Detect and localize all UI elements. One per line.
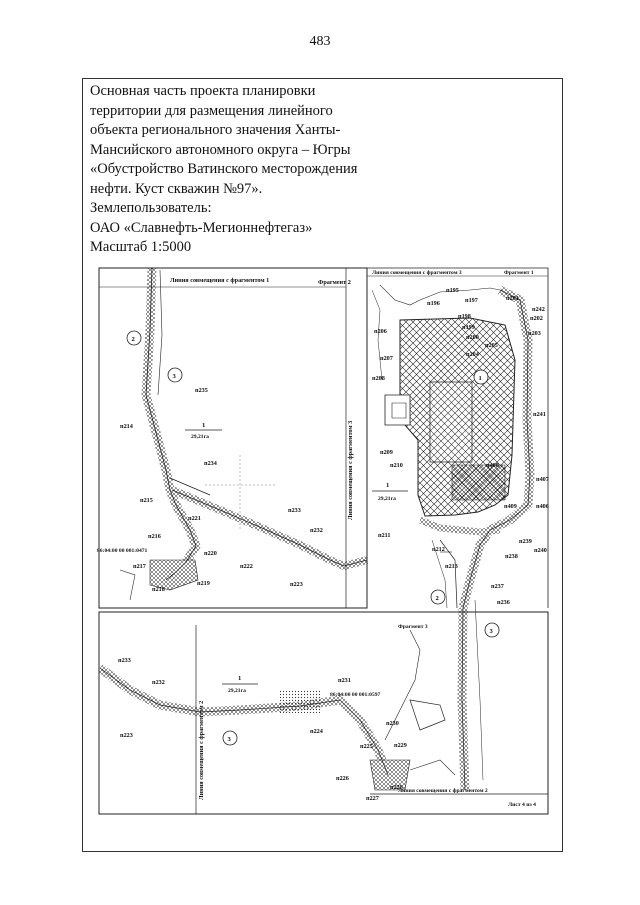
point-label: п232 xyxy=(152,679,165,686)
point-label: п233 xyxy=(118,657,131,664)
point-label: п212 xyxy=(432,546,445,553)
point-label: п225 xyxy=(360,743,373,750)
point-label: п201 xyxy=(506,295,519,302)
point-label: п408 xyxy=(486,462,499,469)
cadastral-number: 86:04:00 00 001:0471 xyxy=(97,548,148,554)
marker-number: 3 xyxy=(172,373,176,380)
point-label: п202 xyxy=(530,315,543,322)
sheet-number-label: Лист 4 из 4 xyxy=(508,802,536,808)
corridor-branch xyxy=(172,490,367,566)
point-label: п235 xyxy=(195,387,208,394)
point-label: п199 xyxy=(462,324,475,331)
point-label: п215 xyxy=(140,497,153,504)
point-label: п205 xyxy=(485,342,498,349)
alignment-label-top: Линия совмещения с фрагментом 1 xyxy=(170,277,270,284)
title-line: Основная часть проекта планировки xyxy=(90,83,316,99)
alignment-label-side: Линия совмещения с фрагментом 2 xyxy=(198,700,205,800)
point-label: п210 xyxy=(390,462,403,469)
parcel-area: 29,21га xyxy=(191,434,209,440)
title-line: «Обустройство Ватинского месторождения xyxy=(90,161,358,177)
point-label: п223 xyxy=(120,732,133,739)
point-label: п197 xyxy=(465,297,478,304)
point-label: п220 xyxy=(204,550,217,557)
point-label: п213 xyxy=(445,563,458,570)
cadastral-number: 86:04:00 00 001:0597 xyxy=(330,692,381,698)
alignment-label-side: Линия совмещения с фрагментом 3 xyxy=(347,420,354,520)
parcel-number: 1 xyxy=(202,422,206,429)
point-label: п203 xyxy=(528,330,541,337)
point-label: п219 xyxy=(197,580,210,587)
point-label: п231 xyxy=(338,677,351,684)
land-user-name: ОАО «Славнефть-Мегионнефтегаз» xyxy=(90,219,313,236)
page-number: 483 xyxy=(309,34,331,49)
title-line: нефти. Куст скважин №97». xyxy=(90,180,263,197)
point-label: п211 xyxy=(378,532,391,539)
point-label: п232 xyxy=(310,527,323,534)
parcel-number: 1 xyxy=(386,482,390,489)
point-label: п208 xyxy=(372,375,385,382)
point-label: п218 xyxy=(152,586,165,593)
point-label: п195 xyxy=(446,287,459,294)
point-label: п198 xyxy=(458,313,471,320)
point-label: п242 xyxy=(532,306,545,313)
point-label: п204 xyxy=(466,351,479,358)
alignment-label-top: Линия совмещения с фрагментом 3 xyxy=(372,270,462,276)
marker-number: 3 xyxy=(489,628,493,635)
alignment-label-bottom: Линия совмещения с фрагментом 2 xyxy=(398,788,488,794)
point-label: п237 xyxy=(491,583,504,590)
point-label: п209 xyxy=(380,449,393,456)
point-label: п226 xyxy=(336,775,349,782)
parcel-area: 29,21га xyxy=(228,688,246,694)
point-label: п233 xyxy=(288,507,301,514)
title-line: Мансийского автономного округа – Югры xyxy=(90,141,351,158)
marker-number: 2 xyxy=(435,595,439,602)
point-label: п221 xyxy=(188,515,201,522)
point-label: п217 xyxy=(133,563,146,570)
point-label: п222 xyxy=(240,563,253,570)
point-label: п240 xyxy=(534,547,547,554)
point-label: п229 xyxy=(394,742,407,749)
fragment-label: Фрагмент 2 xyxy=(318,279,351,286)
land-user-label: Землепользователь: xyxy=(90,200,212,216)
point-label: п409 xyxy=(504,503,517,510)
point-label: п200 xyxy=(466,334,479,341)
point-label: п241 xyxy=(533,411,546,418)
point-label: п206 xyxy=(374,328,387,335)
scale-label: Масштаб 1:5000 xyxy=(90,239,192,255)
fragment-2-panel xyxy=(97,268,367,608)
point-label: п214 xyxy=(120,423,133,430)
point-label: п224 xyxy=(310,728,323,735)
point-label: п228 xyxy=(390,784,403,791)
title-line: территории для размещения линейного xyxy=(90,102,333,119)
point-label: п239 xyxy=(519,538,532,545)
marker-number: 2 xyxy=(131,336,135,343)
point-label: п407 xyxy=(536,476,549,483)
point-label: п406 xyxy=(536,503,549,510)
point-label: п238 xyxy=(505,553,518,560)
point-label: п223 xyxy=(290,581,303,588)
point-label: п207 xyxy=(380,355,393,362)
parcel-area: 29,21га xyxy=(378,496,396,502)
title-line: объекта регионального значения Ханты- xyxy=(90,122,341,138)
point-label: п227 xyxy=(366,795,379,802)
point-label: п196 xyxy=(427,300,440,307)
point-label: п236 xyxy=(497,599,510,606)
fragment-label: Фрагмент 1 xyxy=(504,270,534,276)
parcel-number: 1 xyxy=(238,675,242,682)
fragment-1-panel xyxy=(367,268,549,608)
fragment-label: Фрагмент 3 xyxy=(398,624,428,630)
point-label: п230 xyxy=(386,720,399,727)
corridor-continuation xyxy=(462,600,499,790)
marker-number: 1 xyxy=(478,375,482,382)
point-label: п216 xyxy=(148,533,161,540)
marker-number: 3 xyxy=(227,736,231,743)
point-label: п234 xyxy=(204,460,217,467)
